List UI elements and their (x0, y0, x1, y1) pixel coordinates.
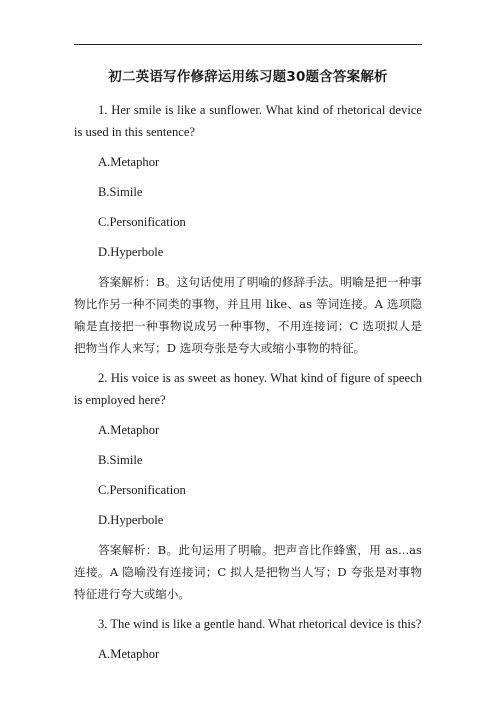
question-1-option-a: A.Metaphor (98, 155, 160, 169)
question-1-analysis: 答案解析：B。这句话使用了明喻的修辞手法。明喻是把一种事物比作另一种不同类的事物，并且用 like、as 等词连接。A 选项隐喻是直接把一种事物说成另一种事物，不用连接词；C 选项拟人是把物当作人来写；D 选项夸张是夸大或缩小事物的特征。 (74, 275, 422, 355)
question-2-text: 2. His voice is as sweet as honey. What kind of figure of speech is employed here? (74, 371, 422, 407)
question-3-text: 3. The wind is like a gentle hand. What rhetorical device is this? (98, 617, 422, 631)
page-title: 初二英语写作修辞运用练习题30题含答案解析 (108, 69, 388, 85)
question-1-option-d: D.Hyperbole (98, 245, 164, 259)
question-3-option-a: A.Metaphor (98, 647, 160, 661)
question-1-option-b: B.Simile (98, 185, 143, 199)
question-2-option-b: B.Simile (98, 453, 143, 467)
question-2-analysis: 答案解析：B。此句运用了明喻。把声音比作蜂蜜，用 as...as 连接。A 隐喻没有连接词；C 拟人是把物当人写；D 夸张是对事物特征进行夸大或缩小。 (74, 543, 422, 601)
question-2-option-d: D.Hyperbole (98, 513, 164, 527)
document-body (74, 99, 422, 673)
question-2-option-c: C.Personification (98, 483, 186, 497)
question-1-text: 1. Her smile is like a sunflower. What kind of rhetorical device is used in this sentence? (74, 103, 422, 139)
question-1-option-c: C.Personification (98, 215, 186, 229)
question-2-option-a: A.Metaphor (98, 423, 160, 437)
header-rule (74, 44, 422, 45)
